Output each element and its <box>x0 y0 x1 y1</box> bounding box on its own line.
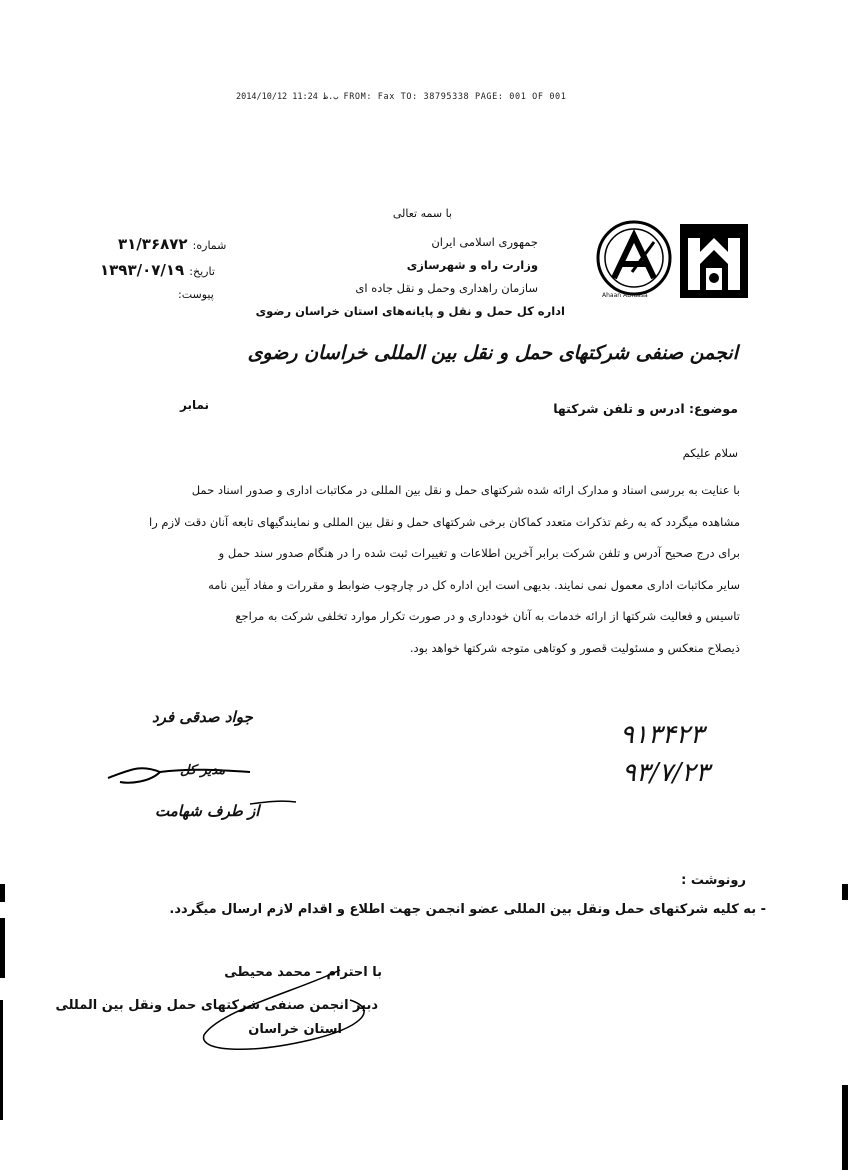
letter-date-label: تاریخ: <box>189 265 215 278</box>
organization-name: سازمان راهداری وحمل و نقل جاده ای <box>355 281 538 295</box>
body-line: سایر مکاتبات اداری معمول نمی نمایند. بدیهی است این اداره کل در چارچوب ضوابط و مقررات و مفاد آیین نامه <box>208 577 740 592</box>
organization-logo <box>592 212 752 302</box>
bismillah: با سمه تعالی <box>392 207 452 220</box>
signatory-name: جواد صدقی فرد <box>152 708 253 726</box>
fax-label: نمابر <box>180 398 210 412</box>
cc-line: - به کلیه شرکتهای حمل ونقل بین المللی عضو انجمن جهت اطلاع و اقدام لازم ارسال میگردد. <box>169 902 766 917</box>
closing-title: دبیر انجمن صنفی شرکتهای حمل ونقل بین المللی <box>55 998 378 1013</box>
body-line: مشاهده میگردد که به رغم تذکرات متعدد کماکان برخی شرکتهای حمل و نقل بین المللی و نمایندگیهای تابعه آنان دقت لازم را <box>149 514 740 529</box>
closing-signature-scribble <box>190 960 390 1060</box>
attachment-label: پیوست: <box>178 288 214 301</box>
subject-line: موضوع: ادرس و تلفن شرکتها <box>553 401 738 416</box>
scan-edge-mark <box>0 1000 3 1120</box>
signatory-on-behalf: از طرف شهامت <box>155 802 260 820</box>
handwritten-date: ۹۳/۷/۲۳ <box>622 758 710 788</box>
ministry-name: وزارت راه و شهرسازی <box>406 258 538 272</box>
body-line: برای درج صحیح آدرس و تلفن شرکت برابر آخرین اطلاعات و تغییرات ثبت شده را در هنگام صدور سند حمل و <box>218 546 740 560</box>
letter-number-label: شماره: <box>192 239 227 252</box>
letter-body <box>132 475 740 664</box>
body-line: تاسیس و فعالیت شرکتها از ارائه خدمات به آنان خودداری و در صورت تکرار موارد تخلفی شرکت به مراجع <box>235 609 740 623</box>
letter-number <box>118 234 226 253</box>
scan-edge-mark <box>842 884 848 900</box>
fax-header: 2014/10/12 ب.ظ 11:24 FROM: Fax TO: 38795338 PAGE: 001 OF 001 <box>236 92 567 102</box>
letter-number-value: ۳۱/۳۶۸۷۲ <box>118 235 188 253</box>
body-line: ذیصلاح منعکس و مسئولیت قصور و کوتاهی متوجه شرکتها خواهد بود. <box>409 640 740 655</box>
scan-edge-mark <box>0 884 5 902</box>
letter-date-value: ۱۳۹۳/۰۷/۱۹ <box>100 261 185 279</box>
body-line: با عنایت به بررسی اسناد و مدارک ارائه شده شرکتهای حمل و نقل بین المللی در مکاتبات اداری و صدور اسناد حمل <box>191 483 740 497</box>
logo-emblem-icon <box>592 212 752 302</box>
closing-province: استان خراسان <box>248 1022 342 1037</box>
letter-date <box>100 260 215 279</box>
republic-name: جمهوری اسلامی ایران <box>431 235 538 249</box>
cc-label: رونوشت : <box>681 873 746 888</box>
closing-regards: با احترام – محمد محیطی <box>224 965 382 980</box>
department-name: اداره کل حمل و نقل و پایانه‌های استان خراسان رضوی <box>255 304 565 318</box>
recipient-title: انجمن صنفی شرکتهای حمل و نقل بین المللی خراسان رضوی <box>247 342 738 364</box>
scan-edge-mark <box>842 1085 848 1170</box>
handwritten-number: ۹۱۳۴۲۳ <box>620 720 704 750</box>
scan-edge-mark <box>0 918 5 978</box>
greeting: سلام علیکم <box>682 446 738 460</box>
signatory-role: مدیر کل <box>180 763 226 778</box>
logo-caption: Ahaan ADIaasa <box>602 292 648 299</box>
